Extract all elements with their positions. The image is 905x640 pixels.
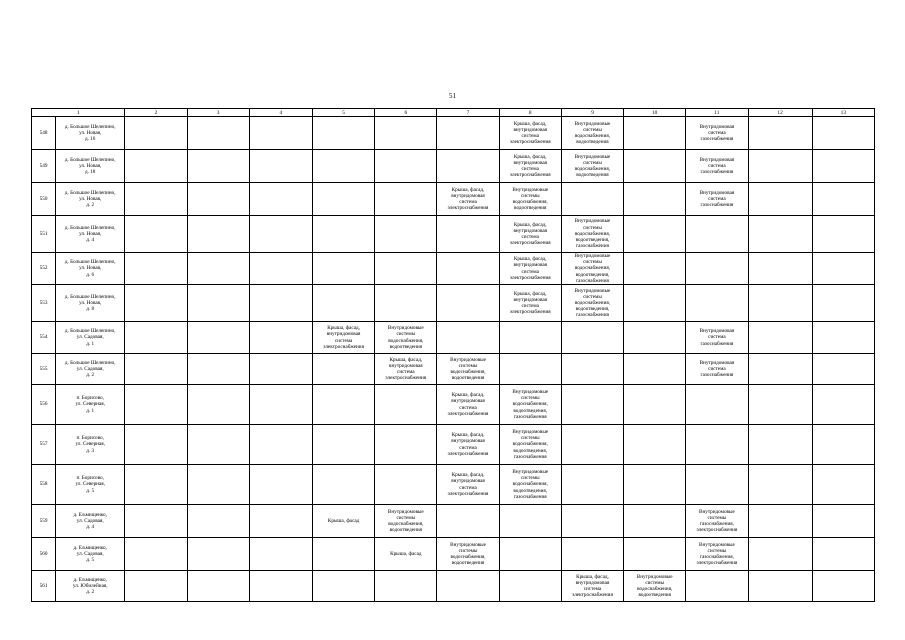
address-cell: д. Ељмищенко, ул. Садовая, д. 5 <box>56 538 125 571</box>
work-cell-col-2 <box>125 465 187 505</box>
work-cell-col-5 <box>312 183 374 216</box>
table-row <box>32 117 875 150</box>
work-cell-col-3 <box>187 216 249 253</box>
work-cell-col-3 <box>187 505 249 538</box>
work-cell-col-10 <box>624 216 686 253</box>
work-cell-col-2 <box>125 571 187 602</box>
work-cell-col-6 <box>375 150 437 183</box>
column-header-2: 2 <box>125 109 187 117</box>
work-cell-col-9 <box>561 505 623 538</box>
address-cell: д. Ељмищенко, ул. Садовая, д. 4 <box>56 505 125 538</box>
work-cell-col-9 <box>561 354 623 385</box>
table-row <box>32 253 875 285</box>
repair-schedule-table <box>31 108 875 602</box>
work-cell-col-6 <box>375 216 437 253</box>
work-cell-col-4 <box>249 253 312 285</box>
address-cell: д. Большое Шелепино, ул. Новая, д. 2 <box>56 183 125 216</box>
work-cell-col-5 <box>312 425 374 465</box>
row-number: 557 <box>32 425 56 465</box>
work-cell-col-7: Крыша, фасад, внутридомовая система электроснабжения <box>437 465 499 505</box>
work-cell-col-10 <box>624 117 686 150</box>
work-cell-col-13 <box>812 285 874 322</box>
work-cell-col-12 <box>748 150 812 183</box>
column-header-10: 10 <box>624 109 686 117</box>
work-cell-col-9 <box>561 183 623 216</box>
work-cell-col-11: Внутридомовая система газоснабжения <box>686 354 748 385</box>
work-cell-col-9 <box>561 322 623 354</box>
work-cell-col-12 <box>748 322 812 354</box>
work-cell-col-4 <box>249 538 312 571</box>
work-cell-col-7 <box>437 322 499 354</box>
row-number: 559 <box>32 505 56 538</box>
work-cell-col-13 <box>812 425 874 465</box>
work-cell-col-2 <box>125 285 187 322</box>
column-header-3: 3 <box>187 109 249 117</box>
work-cell-col-10 <box>624 538 686 571</box>
column-header-9: 9 <box>561 109 623 117</box>
table-row <box>32 385 875 425</box>
work-cell-col-11: Внутридомовая система газоснабжения <box>686 117 748 150</box>
work-cell-col-5 <box>312 538 374 571</box>
table-row <box>32 505 875 538</box>
work-cell-col-4 <box>249 465 312 505</box>
work-cell-col-8: Крыша, фасад, внутридомовая система электроснабжения <box>499 285 561 322</box>
work-cell-col-2 <box>125 150 187 183</box>
column-header-1: 1 <box>32 109 125 117</box>
work-cell-col-5 <box>312 216 374 253</box>
work-cell-col-12 <box>748 571 812 602</box>
table-row <box>32 425 875 465</box>
work-cell-col-2 <box>125 425 187 465</box>
work-cell-col-6 <box>375 117 437 150</box>
work-cell-col-11: Внутридомовая система газоснабжения <box>686 183 748 216</box>
row-number: 549 <box>32 150 56 183</box>
work-cell-col-6 <box>375 253 437 285</box>
work-cell-col-8 <box>499 354 561 385</box>
row-number: 551 <box>32 216 56 253</box>
work-cell-col-6 <box>375 385 437 425</box>
row-number: 552 <box>32 253 56 285</box>
work-cell-col-2 <box>125 253 187 285</box>
work-cell-col-9: Внутридомовые системы водоснабжения, водоотведения, газоснабжения <box>561 285 623 322</box>
work-cell-col-11 <box>686 571 748 602</box>
work-cell-col-11 <box>686 285 748 322</box>
work-cell-col-13 <box>812 538 874 571</box>
work-cell-col-3 <box>187 385 249 425</box>
work-cell-col-8: Крыша, фасад, внутридомовая система электроснабжения <box>499 216 561 253</box>
work-cell-col-8: Внутридомовые системы водоснабжения, водоотведения, газоснабжения <box>499 425 561 465</box>
work-cell-col-4 <box>249 385 312 425</box>
table-row <box>32 538 875 571</box>
work-cell-col-3 <box>187 285 249 322</box>
work-cell-col-4 <box>249 354 312 385</box>
work-cell-col-13 <box>812 571 874 602</box>
work-cell-col-9: Внутридомовые системы водоснабжения, водоотведения <box>561 150 623 183</box>
work-cell-col-12 <box>748 505 812 538</box>
work-cell-col-10 <box>624 285 686 322</box>
work-cell-col-3 <box>187 538 249 571</box>
work-cell-col-10 <box>624 425 686 465</box>
work-cell-col-6: Внутридомовые системы водоснабжения, водоотведения <box>375 505 437 538</box>
work-cell-col-5 <box>312 150 374 183</box>
work-cell-col-7 <box>437 216 499 253</box>
column-header-8: 8 <box>499 109 561 117</box>
work-cell-col-2 <box>125 385 187 425</box>
work-cell-col-10: Внутридомовые системы водоснабжения, водоотведения <box>624 571 686 602</box>
address-cell: п. Борисово, ул. Северная, д. 1 <box>56 385 125 425</box>
work-cell-col-5 <box>312 354 374 385</box>
work-cell-col-13 <box>812 505 874 538</box>
work-cell-col-9: Внутридомовые системы водоснабжения, водоотведения, газоснабжения <box>561 216 623 253</box>
work-cell-col-11: Внутридомовая система газоснабжения <box>686 150 748 183</box>
address-cell: п. Борисово, ул. Северная, д. 5 <box>56 465 125 505</box>
table-row <box>32 322 875 354</box>
work-cell-col-4 <box>249 216 312 253</box>
work-cell-col-13 <box>812 183 874 216</box>
work-cell-col-12 <box>748 216 812 253</box>
work-cell-col-13 <box>812 216 874 253</box>
work-cell-col-6 <box>375 425 437 465</box>
work-cell-col-8 <box>499 538 561 571</box>
work-cell-col-3 <box>187 150 249 183</box>
work-cell-col-7: Крыша, фасад, внутридомовая система электроснабжения <box>437 385 499 425</box>
address-cell: д. Большое Шелепино, ул. Новая, д. 6 <box>56 253 125 285</box>
work-cell-col-5 <box>312 253 374 285</box>
work-cell-col-10 <box>624 322 686 354</box>
work-cell-col-3 <box>187 253 249 285</box>
table-row <box>32 150 875 183</box>
work-cell-col-4 <box>249 425 312 465</box>
row-number: 555 <box>32 354 56 385</box>
work-cell-col-13 <box>812 253 874 285</box>
work-cell-col-8: Внутридомовые системы водоснабжения, водоотведения, газоснабжения <box>499 385 561 425</box>
work-cell-col-10 <box>624 465 686 505</box>
work-cell-col-4 <box>249 505 312 538</box>
address-cell: д. Большое Шелепино, ул. Новая, д. 16 <box>56 117 125 150</box>
work-cell-col-11 <box>686 216 748 253</box>
row-number: 554 <box>32 322 56 354</box>
work-cell-col-2 <box>125 117 187 150</box>
row-number: 550 <box>32 183 56 216</box>
work-cell-col-2 <box>125 538 187 571</box>
work-cell-col-4 <box>249 117 312 150</box>
work-cell-col-2 <box>125 216 187 253</box>
work-cell-col-3 <box>187 465 249 505</box>
work-cell-col-7 <box>437 571 499 602</box>
work-cell-col-10 <box>624 253 686 285</box>
work-cell-col-3 <box>187 571 249 602</box>
work-cell-col-7 <box>437 253 499 285</box>
column-header-7: 7 <box>437 109 499 117</box>
work-cell-col-5 <box>312 117 374 150</box>
work-cell-col-12 <box>748 285 812 322</box>
work-cell-col-6: Крыша, фасад <box>375 538 437 571</box>
work-cell-col-12 <box>748 385 812 425</box>
work-cell-col-5 <box>312 285 374 322</box>
work-cell-col-2 <box>125 505 187 538</box>
work-cell-col-10 <box>624 150 686 183</box>
work-cell-col-5 <box>312 571 374 602</box>
work-cell-col-4 <box>249 285 312 322</box>
address-cell: д. Большое Шелепино, ул. Новая, д. 4 <box>56 216 125 253</box>
work-cell-col-13 <box>812 465 874 505</box>
row-number: 548 <box>32 117 56 150</box>
work-cell-col-8: Внутридомовые системы водоснабжения, водоотведения, газоснабжения <box>499 465 561 505</box>
work-cell-col-3 <box>187 183 249 216</box>
work-cell-col-6 <box>375 571 437 602</box>
work-cell-col-5: Крыша, фасад <box>312 505 374 538</box>
work-cell-col-12 <box>748 465 812 505</box>
column-header-4: 4 <box>249 109 312 117</box>
work-cell-col-13 <box>812 322 874 354</box>
work-cell-col-2 <box>125 322 187 354</box>
work-cell-col-11: Внутридомовые системы газоснабжения, электроснабжения <box>686 538 748 571</box>
work-cell-col-6 <box>375 285 437 322</box>
work-cell-col-9: Внутридомовые системы водоснабжения, водоотведения <box>561 117 623 150</box>
work-cell-col-13 <box>812 150 874 183</box>
work-cell-col-4 <box>249 571 312 602</box>
table-row <box>32 183 875 216</box>
work-cell-col-9 <box>561 425 623 465</box>
work-cell-col-2 <box>125 183 187 216</box>
work-cell-col-11: Внутридомовые системы газоснабжения, электроснабжения <box>686 505 748 538</box>
work-cell-col-9 <box>561 465 623 505</box>
address-cell: д. Большое Шелепино, ул. Новая, д. 8 <box>56 285 125 322</box>
table-row <box>32 354 875 385</box>
work-cell-col-5: Крыша, фасад, внутридомовая система электроснабжения <box>312 322 374 354</box>
table-row <box>32 216 875 253</box>
work-cell-col-8 <box>499 571 561 602</box>
work-cell-col-11 <box>686 425 748 465</box>
row-number: 556 <box>32 385 56 425</box>
work-cell-col-7: Внутридомовые системы водоснабжения, водоотведения <box>437 354 499 385</box>
work-cell-col-11 <box>686 253 748 285</box>
address-cell: д. Большое Шелепино, ул. Садовая, д. 1 <box>56 322 125 354</box>
work-cell-col-11 <box>686 465 748 505</box>
work-cell-col-3 <box>187 354 249 385</box>
address-cell: д. Большое Шелепино, ул. Новая, д. 18 <box>56 150 125 183</box>
work-cell-col-10 <box>624 354 686 385</box>
work-cell-col-7 <box>437 150 499 183</box>
column-header-5: 5 <box>312 109 374 117</box>
work-cell-col-3 <box>187 117 249 150</box>
work-cell-col-9 <box>561 385 623 425</box>
work-cell-col-7 <box>437 117 499 150</box>
work-cell-col-7: Внутридомовые системы водоснабжения, водоотведения <box>437 538 499 571</box>
table-row <box>32 571 875 602</box>
work-cell-col-8: Крыша, фасад, внутридомовая система электроснабжения <box>499 150 561 183</box>
work-cell-col-12 <box>748 183 812 216</box>
row-number: 553 <box>32 285 56 322</box>
work-cell-col-12 <box>748 117 812 150</box>
work-cell-col-6: Внутридомовые системы водоснабжения, водоотведения <box>375 322 437 354</box>
work-cell-col-12 <box>748 538 812 571</box>
table-row <box>32 465 875 505</box>
work-cell-col-10 <box>624 505 686 538</box>
work-cell-col-13 <box>812 354 874 385</box>
work-cell-col-13 <box>812 385 874 425</box>
work-cell-col-7 <box>437 505 499 538</box>
work-cell-col-9: Крыша, фасад, внутридомовая система электроснабжения <box>561 571 623 602</box>
row-number: 561 <box>32 571 56 602</box>
row-number: 558 <box>32 465 56 505</box>
column-header-6: 6 <box>375 109 437 117</box>
work-cell-col-12 <box>748 425 812 465</box>
work-cell-col-11 <box>686 385 748 425</box>
work-cell-col-12 <box>748 253 812 285</box>
column-header-13: 13 <box>812 109 874 117</box>
work-cell-col-2 <box>125 354 187 385</box>
work-cell-col-8: Крыша, фасад, внутридомовая система электроснабжения <box>499 117 561 150</box>
work-cell-col-3 <box>187 322 249 354</box>
work-cell-col-8: Крыша, фасад, внутридомовая система электроснабжения <box>499 253 561 285</box>
column-header-12: 12 <box>748 109 812 117</box>
work-cell-col-6 <box>375 465 437 505</box>
work-cell-col-8 <box>499 505 561 538</box>
work-cell-col-8 <box>499 322 561 354</box>
address-cell: д. Большое Шелепино, ул. Садовая, д. 2 <box>56 354 125 385</box>
work-cell-col-7 <box>437 285 499 322</box>
address-cell: п. Борисово, ул. Северная, д. 3 <box>56 425 125 465</box>
work-cell-col-5 <box>312 465 374 505</box>
work-cell-col-6: Крыша, фасад, внутридомовая система электроснабжения <box>375 354 437 385</box>
work-cell-col-6 <box>375 183 437 216</box>
work-cell-col-9: Внутридомовые системы водоснабжения, водоотведения, газоснабжения <box>561 253 623 285</box>
work-cell-col-12 <box>748 354 812 385</box>
work-cell-col-5 <box>312 385 374 425</box>
work-cell-col-13 <box>812 117 874 150</box>
column-header-11: 11 <box>686 109 748 117</box>
work-cell-col-11: Внутридомовая система газоснабжения <box>686 322 748 354</box>
address-cell: д. Ељмищенко, ул. Юбилейная, д. 2 <box>56 571 125 602</box>
work-cell-col-8: Внутридомовые системы водоснабжения, водоотведения <box>499 183 561 216</box>
work-cell-col-7: Крыша, фасад, внутридомовая система электроснабжения <box>437 425 499 465</box>
work-cell-col-10 <box>624 385 686 425</box>
table-row <box>32 285 875 322</box>
row-number: 560 <box>32 538 56 571</box>
work-cell-col-4 <box>249 183 312 216</box>
work-cell-col-10 <box>624 183 686 216</box>
page-number: 51 <box>449 92 456 100</box>
work-cell-col-4 <box>249 150 312 183</box>
column-number-row <box>32 109 875 117</box>
work-cell-col-9 <box>561 538 623 571</box>
work-cell-col-7: Крыша, фасад, внутридомовая система электроснабжения <box>437 183 499 216</box>
work-cell-col-3 <box>187 425 249 465</box>
work-cell-col-4 <box>249 322 312 354</box>
